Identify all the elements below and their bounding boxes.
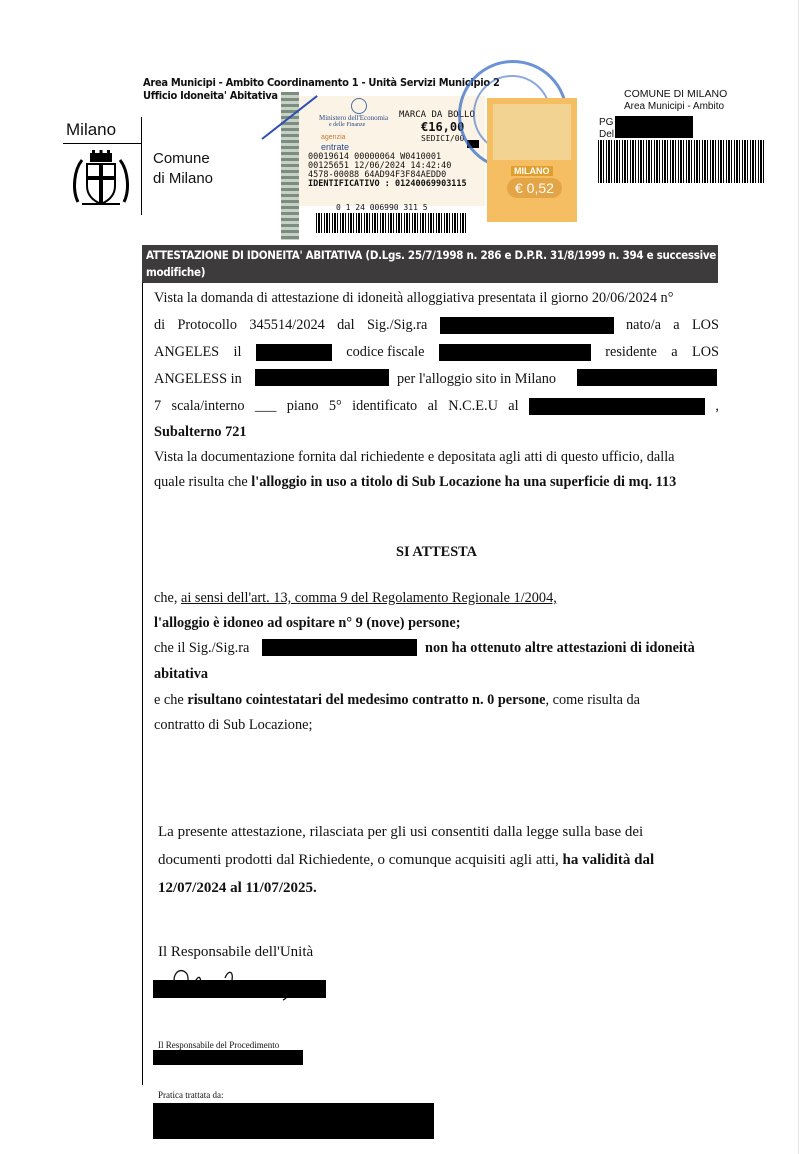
si-attesta-heading: SI ATTESTA (396, 544, 477, 560)
validity-line-2 (158, 852, 723, 869)
stamp-id-value: 01240069903115 (395, 179, 467, 189)
stamp-code-3b: 64AD94F3F84AEDD0 (364, 170, 447, 180)
stamp-amount-words: SEDICI/00 (421, 134, 465, 143)
stamp-marca: MARCA DA BOLLO (399, 110, 475, 120)
p1-l5-piano: piano (286, 398, 319, 414)
logo-city-name: Milano (66, 120, 117, 139)
attest-l3-no-other: non ha ottenuto altre attestazioni di idoneità (425, 640, 695, 656)
stamp-agency-1: agenzia (321, 134, 346, 141)
p1-l2-los: LOS (691, 317, 719, 333)
stamp-code-1c: W0410001 (400, 152, 442, 162)
p1-l3-a: a (671, 344, 678, 360)
stamp-code-1b: 00000064 (354, 152, 396, 162)
p2-l2-surface: l'alloggio in uso a titolo di Sub Locazione ha una superficie di mq. 113 (251, 474, 677, 490)
attest-line-4: abitativa (154, 666, 209, 682)
p1-l5-blank: ___ (254, 398, 277, 414)
responsabile-procedimento-label: Il Responsabile del Procedimento (158, 1040, 280, 1050)
p1-l5-nceu: N.C.E.U (448, 398, 498, 414)
p1-l4-angeless: ANGELESS in (154, 371, 242, 387)
attest-l5-come: , come risulta da (545, 692, 641, 708)
redacted-address (577, 369, 717, 386)
p2-line-2 (154, 474, 719, 491)
redacted-procedure-manager (153, 1050, 303, 1065)
right-header-comune: COMUNE DI MILANO (624, 88, 728, 100)
attest-line-1 (154, 590, 719, 607)
logo-di-milano: di Milano (153, 170, 214, 187)
p1-l5-floor: 5° (328, 398, 342, 414)
stamp-barcode (316, 213, 466, 233)
p1-l2-dal: dal (337, 317, 355, 333)
pratica-label: Pratica trattata da: (158, 1090, 224, 1100)
stamp-amount: €16,00 (421, 120, 465, 134)
redacted-handler (153, 1103, 434, 1139)
title-line-1: ATTESTAZIONE DI IDONEITA' ABITATIVA (D.Lgs. 25/7/1998 n. 286 e D.P.R. 31/8/1999 n. 394 e successive (146, 248, 717, 262)
title-bar (142, 245, 718, 283)
stamp-code-2b: 12/06/2024 14:42:40 (354, 161, 452, 171)
p1-line-2 (154, 317, 719, 334)
logo-comune: Comune (153, 150, 210, 167)
p1-l2-nato: nato/a (625, 317, 661, 333)
p1-l5-comma: , (715, 398, 719, 414)
redacted-unit-manager (153, 980, 326, 998)
validity-line-3: 12/07/2024 al 11/07/2025. (158, 880, 317, 896)
p1-line-5 (154, 398, 719, 415)
attest-l5-cointestatari: risultano cointestatari del medesimo contratto n. 0 persone (187, 692, 546, 708)
right-header-del: Del (599, 129, 615, 140)
protocol-barcode (598, 140, 766, 183)
p1-l5-scala: scala/interno (171, 398, 245, 414)
title-line-2: modifiche) (146, 265, 206, 279)
stamp-barcode-number: 0 1 24 006990 311 5 (336, 203, 428, 212)
stamp-id-label: IDENTIFICATIVO : (308, 179, 390, 189)
header-area-line: Area Municipi - Ambito Coordinamento 1 - Unità Servizi Municipio 2 (143, 76, 500, 89)
right-header-pg: PG (599, 117, 614, 128)
attest-line-5 (154, 692, 719, 709)
redacted-applicant-name (440, 317, 614, 334)
redacted-cadastral-id (529, 398, 705, 415)
milano-coat-of-arms-icon (70, 150, 132, 210)
p1-l2-protocollo: Protocollo (177, 317, 238, 333)
p2-line-1: Vista la documentazione fornita dal richiedente e depositata agli atti di questo ufficio, dalla (154, 449, 675, 465)
postage-stamp-artwork (493, 104, 571, 160)
attest-l1-che: che, (154, 590, 181, 606)
p1-l5-number: 7 (154, 398, 162, 414)
logo-vertical-rule (141, 117, 142, 215)
stamp-ministry-2: e delle Finanze (329, 122, 366, 128)
p1-l2-sig: Sig./Sig.ra (366, 317, 428, 333)
redacted-protocol (615, 116, 693, 138)
right-header-area: Area Municipi - Ambito (624, 101, 725, 112)
p1-l3-los: LOS (691, 344, 719, 360)
p1-l5-identificato: identificato (352, 398, 418, 414)
redacted-tax-code (439, 344, 591, 361)
left-margin-rule (142, 283, 143, 1085)
stamp-code-3a: 4578-00088 (308, 170, 360, 180)
postage-stamp (487, 98, 577, 222)
p1-l4-alloggio: per l'alloggio sito in Milano (397, 371, 557, 387)
attest-l5-e-che: e che (154, 692, 188, 708)
revenue-stamp (281, 92, 485, 240)
p2-l2-text: quale risulta che (154, 474, 252, 490)
redacted-residence (255, 369, 389, 386)
p1-l3-il: il (233, 344, 242, 360)
redacted-applicant-name-2 (262, 639, 417, 656)
logo-divider (63, 143, 141, 144)
postage-stamp-value: € 0,52 (507, 178, 562, 198)
emblem-icon (351, 98, 367, 114)
p1-line-6: Subalterno 721 (154, 424, 247, 440)
p1-l2-a: a (673, 317, 680, 333)
p1-l2-protocol-number: 345514/2024 (249, 317, 325, 333)
attest-l3-che: che il Sig./Sig.ra (154, 640, 250, 656)
validity-l2-bold: ha validità dal (562, 852, 655, 868)
p1-l2-di: di (154, 317, 166, 333)
stamp-ministry-1: Ministero dell'Economia (319, 114, 389, 122)
attest-line-6: contratto di Sub Locazione; (154, 717, 313, 733)
p1-l3-residente: residente (605, 344, 657, 360)
header-office: Ufficio Idoneita' Abitativa (143, 89, 278, 102)
redacted-birth-date (256, 344, 332, 361)
stamp-code-block (308, 153, 467, 189)
stamp-code-1a: 00019614 (308, 152, 349, 162)
p1-l5-al-2: al (508, 398, 519, 414)
p1-line-1: Vista la domanda di attestazione di idoneità alloggiativa presentata il giorno 20/06/2024 n° (154, 290, 674, 306)
p1-l3-angeles: ANGELES (154, 344, 220, 360)
attest-l1-regulation: ai sensi dell'art. 13, comma 9 del Regolamento Regionale 1/2004, (181, 590, 557, 606)
p1-line-3 (154, 344, 719, 361)
responsabile-unita-label: Il Responsabile dell'Unità (158, 944, 314, 960)
p1-l3-codice-fiscale: codice fiscale (346, 344, 425, 360)
postage-stamp-milano: MILANO (511, 166, 553, 176)
stamp-code-2a: 00125651 (308, 161, 349, 171)
page-edge (798, 0, 799, 1154)
attest-line-2: l'alloggio è idoneo ad ospitare n° 9 (nove) persone; (154, 615, 461, 631)
p1-l5-al: al (427, 398, 438, 414)
stamp-agency-2: entrate (321, 142, 350, 152)
validity-line-1: La presente attestazione, rilasciata per gli usi consentiti dalla legge sulla base dei (158, 824, 644, 840)
validity-l2-text: documenti prodotti dal Richiedente, o comunque acquisiti agli atti, (158, 852, 563, 868)
